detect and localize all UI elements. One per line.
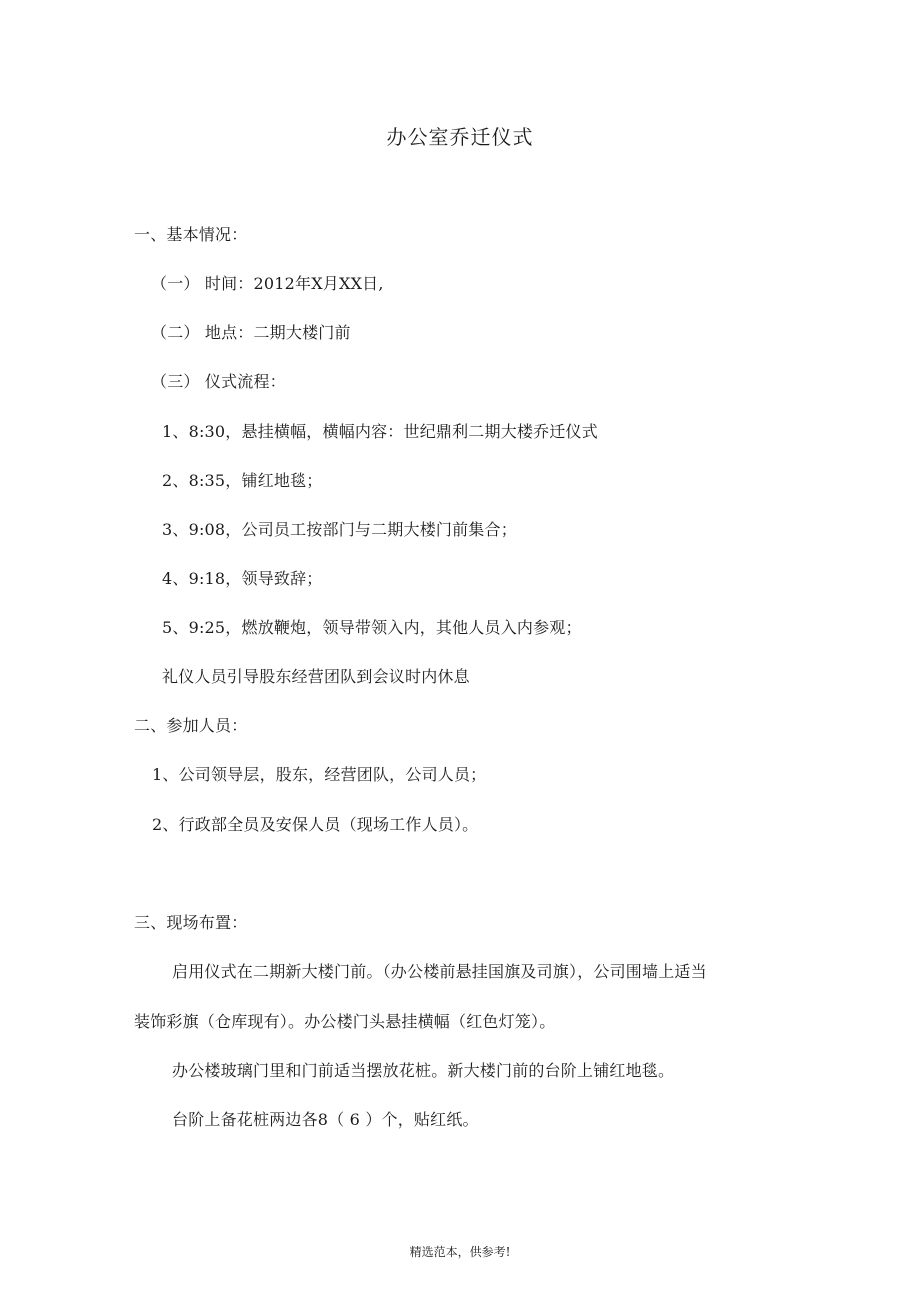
page-footer: 精选范本，供参考!: [409, 1245, 511, 1259]
section-1-time: （一） 时间：2012年X月XX日,: [151, 274, 384, 293]
section-1-location: （二） 地点：二期大楼门前: [151, 323, 351, 342]
layout-paragraph-3: 台阶上备花桩两边各8（ 6 ）个，贴红纸。: [172, 1110, 479, 1129]
process-step-1: 1、8:30，悬挂横幅，横幅内容：世纪鼎利二期大楼乔迁仪式: [162, 422, 598, 441]
process-step-3: 3、9:08，公司员工按部门与二期大楼门前集合；: [162, 520, 517, 539]
section-1-heading: 一、基本情况：: [134, 225, 248, 244]
layout-paragraph-2: 办公楼玻璃门里和门前适当摆放花桩。新大楼门前的台阶上铺红地毯。: [172, 1061, 675, 1080]
layout-paragraph-1-line-2: 装饰彩旗（仓库现有）。办公楼门头悬挂横幅（红色灯笼）。: [134, 1012, 556, 1031]
process-step-4: 4、9:18，领导致辞；: [162, 569, 323, 588]
process-step-2: 2、8:35，铺红地毯；: [162, 471, 323, 490]
participants-item-2: 2、行政部全员及安保人员（现场工作人员）。: [152, 815, 479, 834]
section-3-heading: 三、现场布置：: [134, 913, 248, 932]
page-title: 办公室乔迁仪式: [386, 125, 534, 149]
participants-item-1: 1、公司领导层，股东，经营团队，公司人员；: [152, 765, 487, 784]
layout-paragraph-1-line-1: 启用仪式在二期新大楼门前。（办公楼前悬挂国旗及司旗），公司围墙上适当: [172, 962, 707, 981]
section-1-process-heading: （三） 仪式流程：: [151, 372, 286, 391]
section-2-heading: 二、参加人员：: [134, 716, 248, 735]
process-note: 礼仪人员引导股东经营团队到会议时内休息: [162, 667, 470, 686]
process-step-5: 5、9:25，燃放鞭炮，领导带领入内，其他人员入内参观；: [162, 618, 582, 637]
